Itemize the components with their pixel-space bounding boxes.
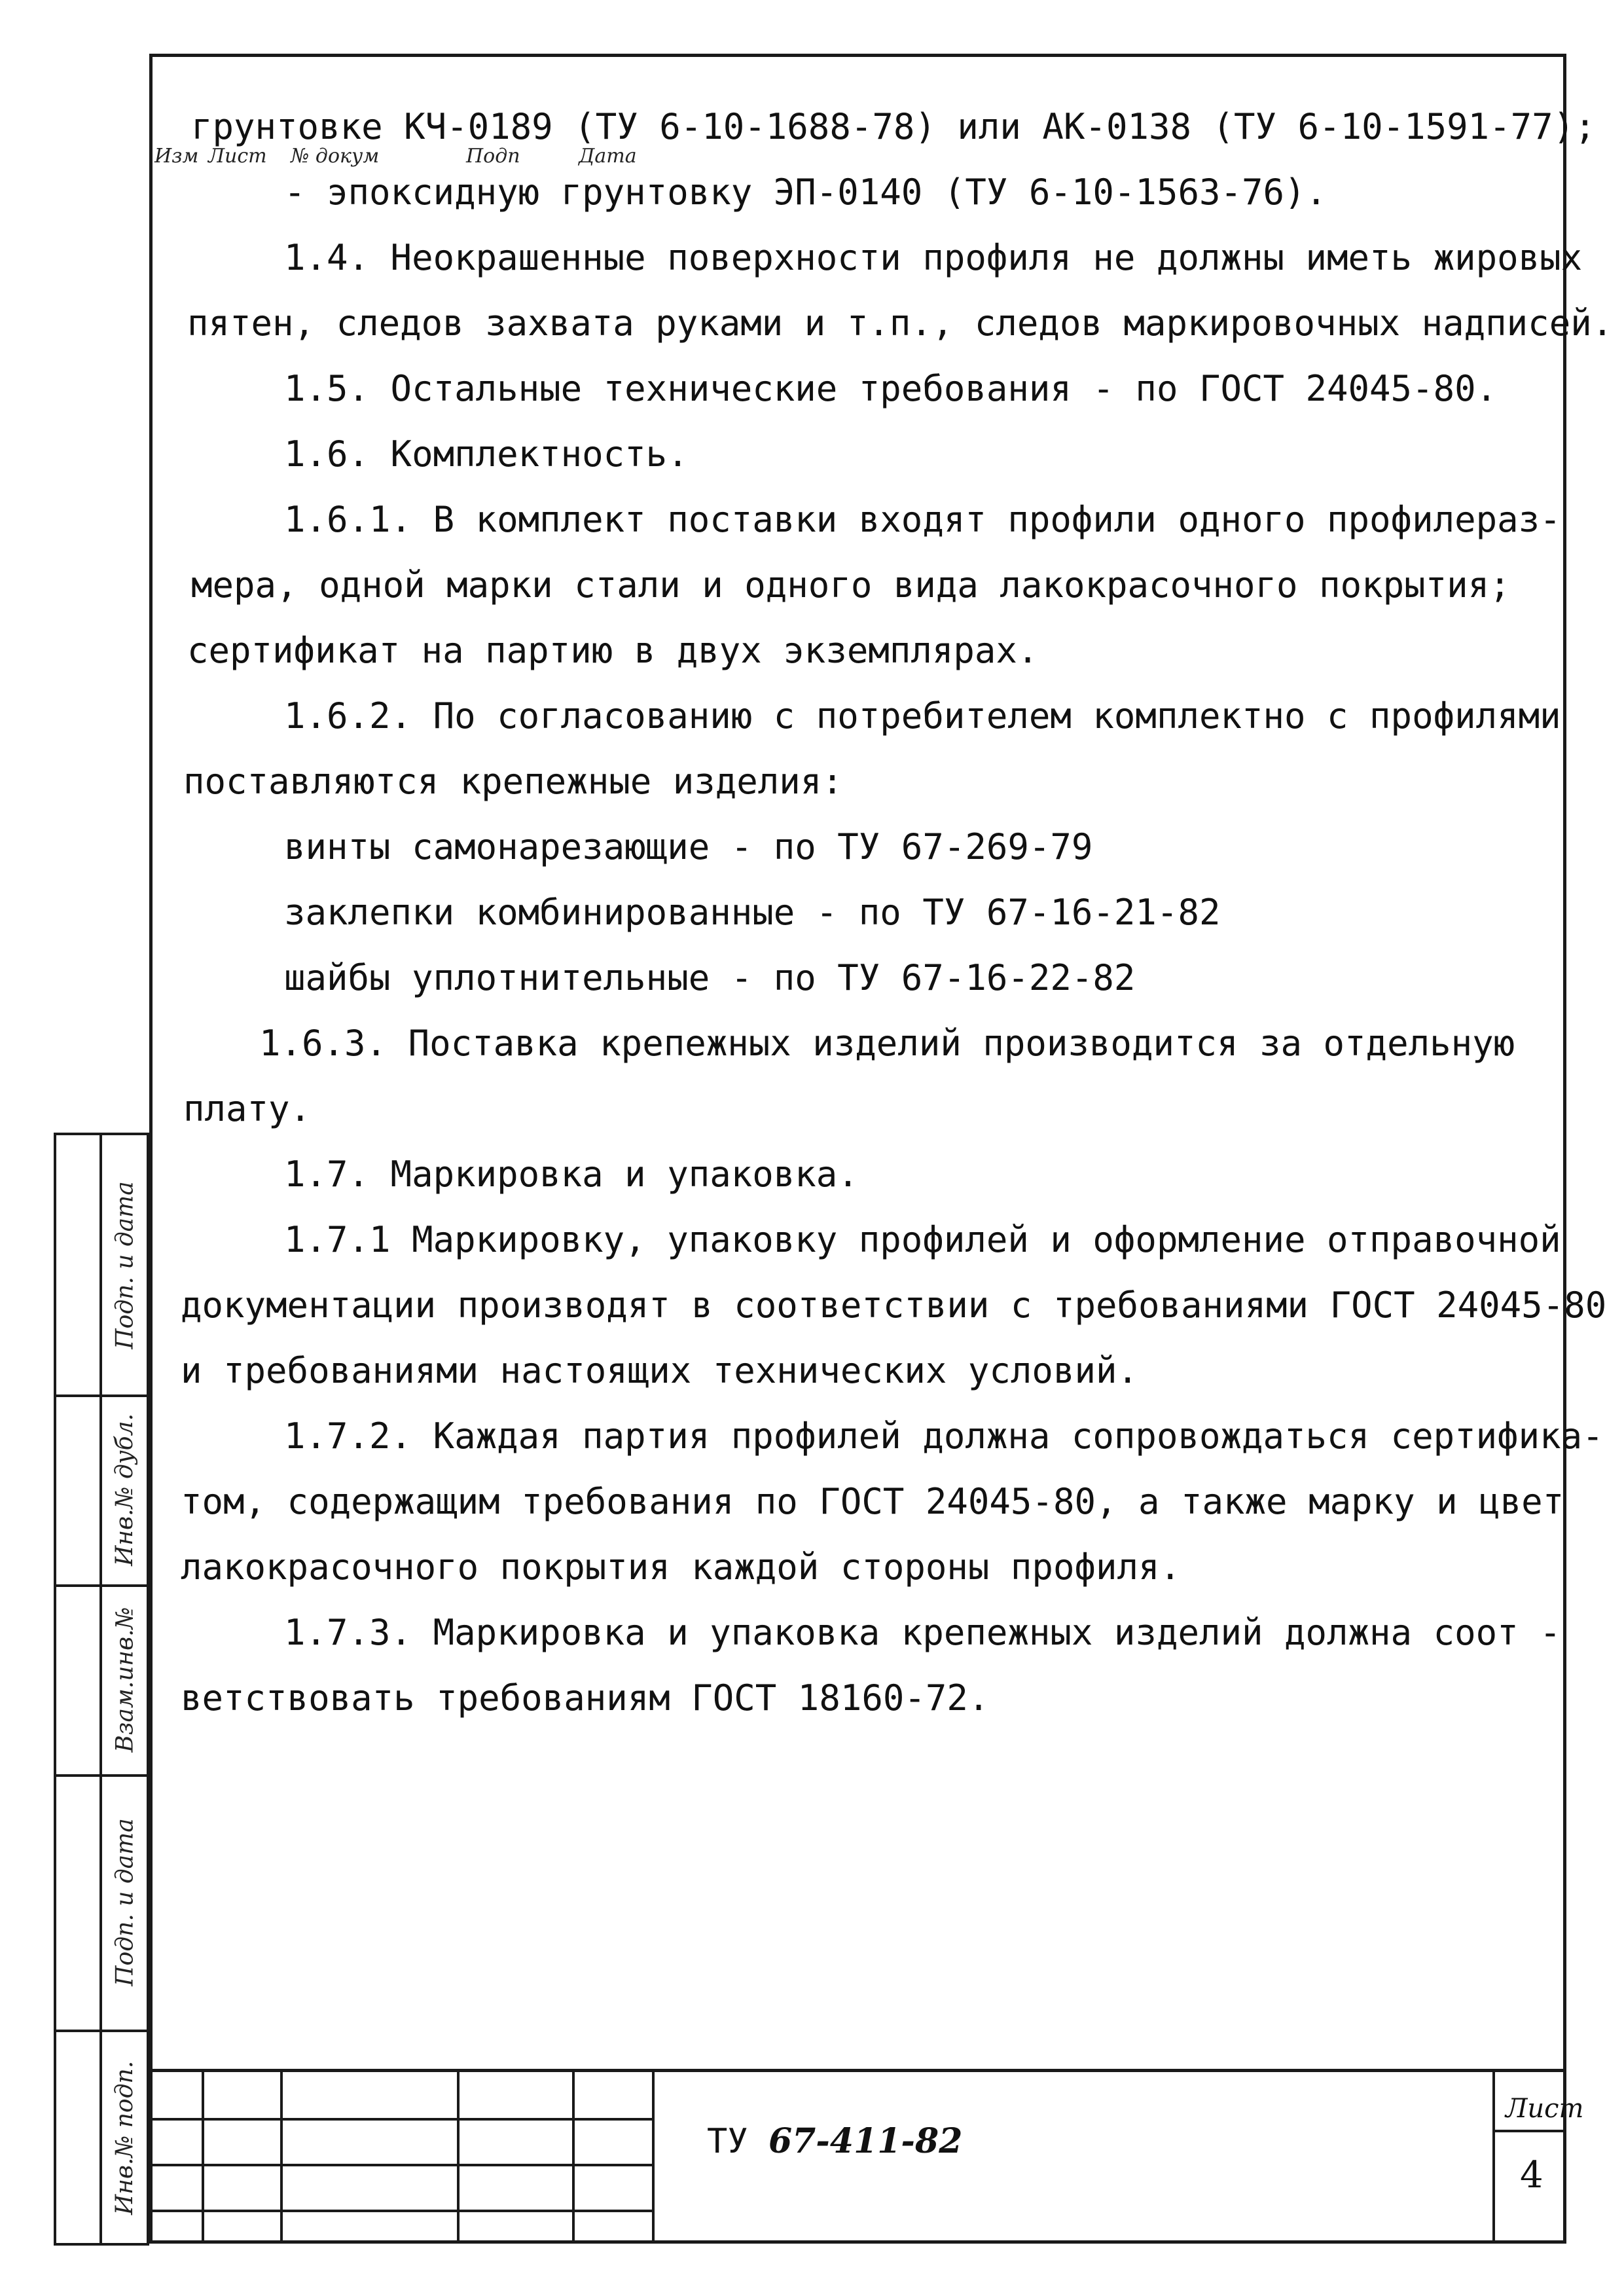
sheet-number: 4: [1520, 2154, 1543, 2196]
text-line: 1.6. Комплектность.: [284, 433, 689, 475]
text-line: поставляются крепежные изделия:: [183, 761, 843, 802]
margin-label: Подп. и дата: [111, 1817, 139, 1986]
title-block-row: [149, 2210, 652, 2212]
margin-label: Инв.№ подп.: [111, 2060, 139, 2215]
document-designation: [707, 2121, 962, 2161]
title-block-divider: [202, 2072, 204, 2244]
text-line: и требованиями настоящих технических условий.: [181, 1350, 1138, 1391]
text-line: сертификат на партию в двух экземплярах.: [187, 630, 1039, 671]
title-block-label: № докум: [291, 145, 380, 168]
text-line: винты самонарезающие - по ТУ 67-269-79: [284, 826, 1093, 867]
margin-label: Подп. и дата: [111, 1180, 139, 1349]
text-line: ветствовать требованиям ГОСТ 18160-72.: [181, 1677, 990, 1719]
text-line: 1.6.1. В комплект поставки входят профили одного профилераз-: [284, 499, 1561, 540]
margin-label: Инв.№ дубл.: [111, 1413, 139, 1566]
sheet-label: Лист: [1506, 2094, 1584, 2124]
text-line: плату.: [183, 1088, 312, 1129]
title-block-divider: [652, 2072, 655, 2244]
title-block-row: [149, 2164, 652, 2166]
text-line: шайбы уплотнительные - по ТУ 67-16-22-82: [284, 957, 1136, 998]
margin-column-divider: [99, 1135, 102, 2243]
text-line: мера, одной марки стали и одного вида лакокрасочного покрытия;: [191, 564, 1511, 606]
text-line: 1.6.3. Поставка крепежных изделий производится за отдельную: [259, 1023, 1515, 1064]
text-line: грунтовке КЧ-0189 (ТУ 6-10-1688-78) или АК-0138 (ТУ 6-10-1591-77);: [191, 106, 1596, 147]
doc-prefix: ТУ: [707, 2122, 748, 2161]
text-line: лакокрасочного покрытия каждой стороны профиля.: [181, 1546, 1182, 1588]
title-block-label: Дата: [579, 145, 637, 168]
text-line: 1.7.2. Каждая партия профилей должна сопровождаться сертифика-: [284, 1415, 1604, 1457]
title-block-divider: [572, 2072, 575, 2244]
text-line: 1.7.3. Маркировка и упаковка крепежных изделий должна соот -: [284, 1612, 1561, 1653]
title-block-row: [149, 2118, 652, 2121]
title-block-label: Лист: [208, 145, 267, 168]
text-line: 1.4. Неокрашенные поверхности профиля не должны иметь жировых: [284, 237, 1583, 278]
margin-stamp: [54, 1133, 149, 2246]
text-line: 1.7.1 Маркировку, упаковку профилей и оформление отправочной: [284, 1219, 1561, 1260]
title-block-divider: [1492, 2072, 1495, 2244]
title-block-divider: [280, 2072, 283, 2244]
title-block-divider: [457, 2072, 460, 2244]
text-line: 1.5. Остальные технические требования - по ГОСТ 24045-80.: [284, 368, 1498, 409]
text-line: пятен, следов захвата руками и т.п., следов маркировочных надписей.: [187, 302, 1614, 344]
title-block-label: Подп: [466, 145, 520, 168]
text-line: 1.7. Маркировка и упаковка.: [284, 1154, 859, 1195]
text-line: документации производят в соответствии с требованиями ГОСТ 24045-80: [181, 1285, 1607, 1326]
text-line: 1.6.2. По согласованию с потребителем комплектно с профилями: [284, 695, 1561, 737]
title-block-label: Изм: [154, 145, 199, 168]
doc-number: 67-411-82: [768, 2121, 963, 2161]
title-block-row: [1492, 2130, 1566, 2132]
text-line: том, содержащим требования по ГОСТ 24045-80, а также марку и цвет: [181, 1481, 1564, 1522]
margin-label: Взам.инв.№: [111, 1606, 139, 1753]
text-line: - эпоксидную грунтовку ЭП-0140 (ТУ 6-10-1563-76).: [284, 172, 1327, 213]
text-line: заклепки комбинированные - по ТУ 67-16-21-82: [284, 892, 1221, 933]
